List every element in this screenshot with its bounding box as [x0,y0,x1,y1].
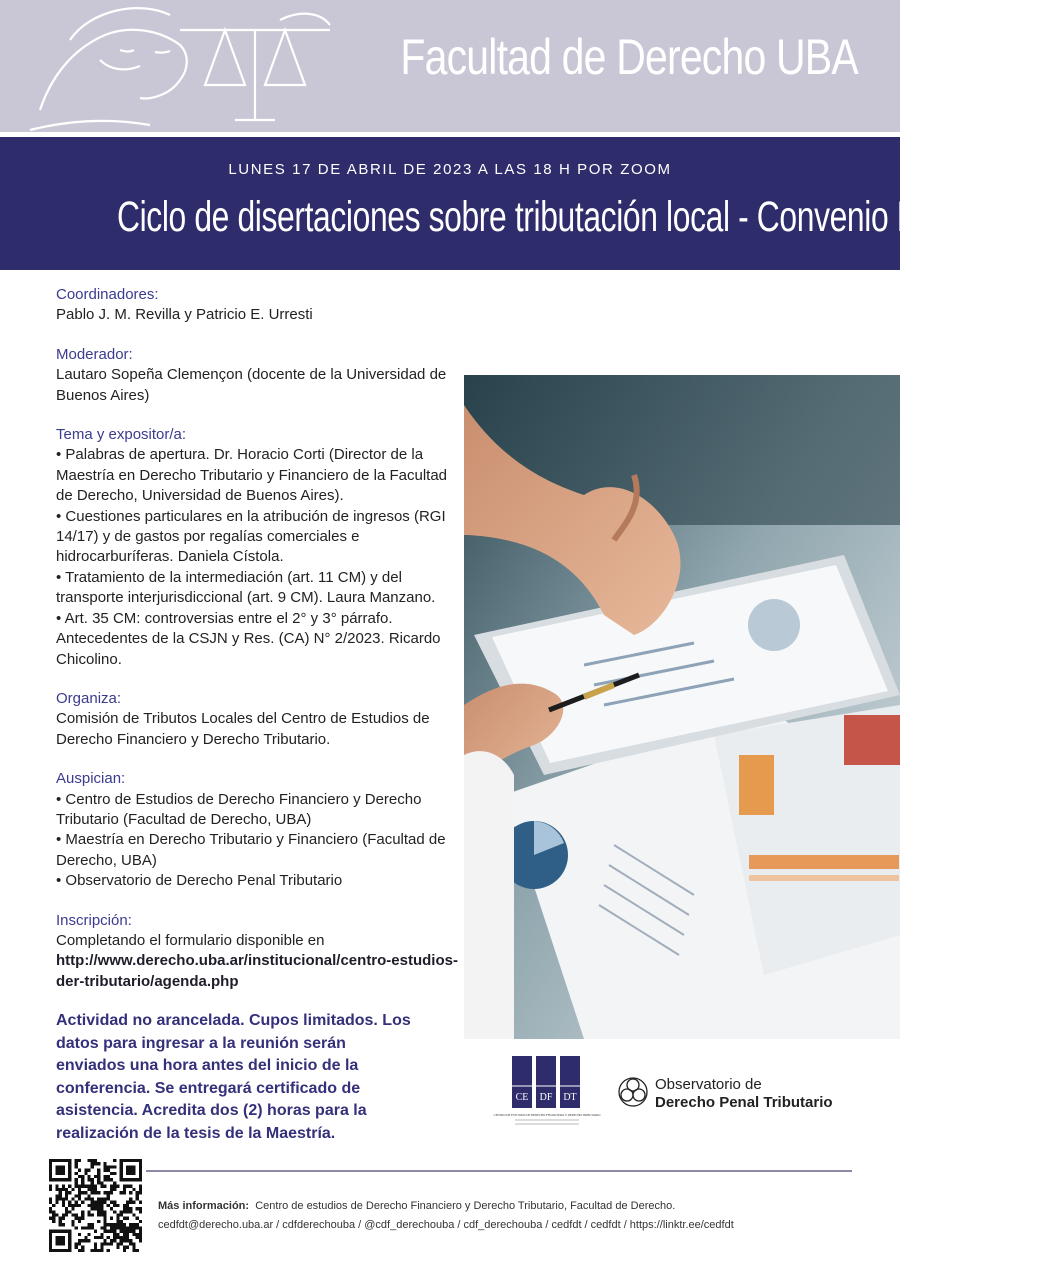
faculty-title: Facultad de Derecho UBA [400,29,858,85]
cedf-letter: CE [515,1092,529,1103]
section-line: Pablo J. M. Revilla y Patricio E. Urresti [56,306,313,324]
cedfdt-logo [493,1056,601,1136]
section-moderador [56,345,461,406]
section-organiza [56,689,461,750]
footer-label: Más información: [158,1200,250,1212]
section-line: Comisión de Tributos Locales del Centro de Estudios de Derecho Financiero y Derecho Tributario. [56,710,430,748]
justice-figure-illustration [30,0,390,132]
footer-contacts[interactable]: cedfdt@derecho.uba.ar / cdfderechouba / @cdf_derechouba / cdf_derechouba / cedfdt / cedfdt / https://linktr.ee/cedfdt [158,1219,734,1231]
section-tema [56,425,461,670]
section-line: Lautaro Sopeña Clemençon (docente de la Universidad de Buenos Aires) [56,366,447,404]
notice-text: Actividad no arancelada. Cupos limitados. Los datos para ingresar a la reunión serán enviados una hora antes del inicio de la conferencia. Se entregará certificado de asistencia. Acredita dos (2) horas para la realización de la tesis de la Maestría. [56,1012,411,1142]
section-label: Moderador: [56,345,133,363]
section-auspician [56,769,461,891]
event-title-band [0,137,1046,270]
section-line: Completando el formulario disponible en [56,931,325,949]
observatorio-line2: Derecho Penal Tributario [655,1094,833,1111]
registration-link[interactable]: http://www.derecho.uba.ar/institucional/centro-estudios-der-tributario/agenda.php [56,952,458,990]
footer-divider [146,1170,852,1172]
business-photo [464,375,900,1039]
section-line: • Maestría en Derecho Tributario y Financiero (Facultad de Derecho, UBA) [56,831,446,869]
event-date: LUNES 17 DE ABRIL DE 2023 A LAS 18 H POR ZOOM [228,161,672,178]
section-label: Organiza: [56,689,122,707]
section-line: • Palabras de apertura. Dr. Horacio Corti (Director de la Maestría en Derecho Tributario y Financiero de la Facultad de Derecho, Universidad de Buenos Aires). [56,446,448,505]
section-label: Inscripción: [56,911,132,929]
footer-info: Centro de estudios de Derecho Financiero y Derecho Tributario, Facultad de Derecho. [255,1200,676,1212]
section-label: Tema y expositor/a: [56,426,187,444]
section-inscripcion [56,911,461,993]
header-band [0,0,900,132]
cedf-caption: CENTRO DE ESTUDIOS DE DERECHO FINANCIERO Y DERECHO TRIBUTARIO [493,1113,601,1117]
section-line: • Observatorio de Derecho Penal Tributario [56,872,343,890]
observatorio-logo-text [655,1076,833,1112]
event-details [56,285,461,1011]
cedf-letter: DT [563,1092,577,1103]
footer [158,1197,734,1235]
section-coordinadores [56,285,461,326]
section-line: • Tratamiento de la intermediación (art. 11 CM) y del transporte interjurisdiccional (art. 9 CM). Laura Manzano. [56,568,436,607]
cedf-letter: DF [539,1092,553,1103]
qr-code[interactable] [49,1159,142,1252]
observatorio-line1: Observatorio de [655,1076,762,1093]
section-label: Auspician: [56,770,126,788]
section-line: • Art. 35 CM: controversias entre el 2° y 3° párrafo. Antecedentes de la CSJN y Res. (CA) N° 2/2023. Ricardo Chicolino. [56,609,441,668]
section-line: • Cuestiones particulares en la atribución de ingresos (RGI 14/17) y de gastos por regalías comerciales e hidrocarburíferas. Daniela Cístola. [56,507,446,566]
event-title: Ciclo de disertaciones sobre tributación local - Convenio Multilateral [117,193,1046,241]
section-line: • Centro de Estudios de Derecho Financiero y Derecho Tributario (Facultad de Derecho, UBA) [56,790,422,828]
section-label: Coordinadores: [56,286,159,303]
observatorio-emblem-icon [617,1076,649,1108]
